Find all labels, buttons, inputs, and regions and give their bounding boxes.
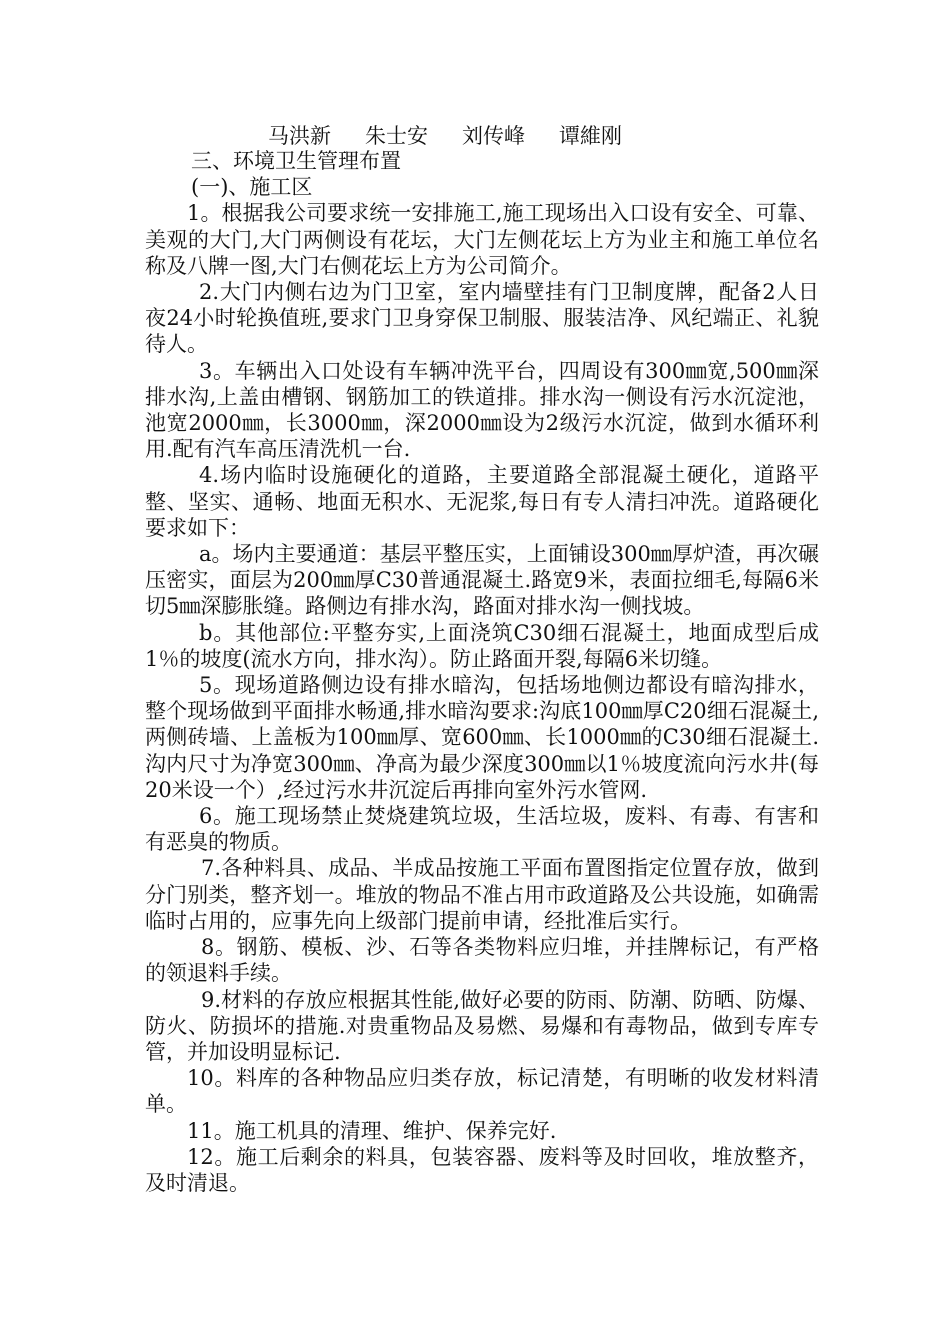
paragraph-11: 11。施工机具的清理、维护、保养完好. (187, 1118, 557, 1143)
paragraph-10: 10。料库的各种物品应归类存放，标记清楚，有明晰的收发材料清单。 (145, 1066, 819, 1117)
paragraph-1: 1。根据我公司要求统一安排施工,施工现场出入口设有安全、可靠、美观的大门,大门两侧设有花坛，大门左侧花坛上方为业主和施工单位名称及八牌一图,大门右侧花坛上方为公司简介。 (145, 201, 819, 278)
name-1: 马洪新 (268, 124, 331, 148)
subsection-title: (一)、施工区 (191, 175, 313, 200)
paragraph-8: 8。钢筋、模板、沙、石等各类物料应归堆，并挂牌标记，有严格的领退料手续。 (145, 935, 819, 986)
name-4: 谭維刚 (559, 124, 622, 148)
document-body (145, 148, 819, 1196)
paragraph-3: 3。车辆出入口处设有车辆冲洗平台，四周设有300㎜宽,500㎜深排水沟,上盖由槽钢、钢筋加工的铁道排。排水沟一侧设有污水沉淀池，池宽2000㎜，长3000㎜，深2000㎜设为2级污水沉淀，做到水循环利用.配有汽车高压清洗机一台. (145, 358, 819, 462)
paragraph-6: 6。施工现场禁止焚烧建筑垃圾，生活垃圾，废料、有毒、有害和有恶臭的物质。 (145, 804, 819, 855)
paragraph-4b: b。其他部位:平整夯实,上面浇筑C30细石混凝土，地面成型后成1％的坡度(流水方向，排水沟）。防止路面开裂,每隔6米切缝。 (145, 620, 819, 671)
paragraph-4: 4.场内临时设施硬化的道路，主要道路全部混凝土硬化，道路平整、坚实、通畅、地面无积水、无泥浆,每日有专人清扫冲洗。道路硬化要求如下： (145, 463, 819, 540)
paragraph-9: 9.材料的存放应根据其性能,做好必要的防雨、防潮、防晒、防爆、防火、防损坏的措施.对贵重物品及易燃、易爆和有毒物品，做到专库专管，并加设明显标记. (145, 987, 819, 1064)
paragraph-4a: a。场内主要通道：基层平整压实，上面铺设300㎜厚炉渣，再次碾压密实，面层为200㎜厚C30普通混凝土.路宽9米，表面拉细毛,每隔6米切5㎜深膨胀缝。路侧边有排水沟，路面对排水沟一侧找坡。 (145, 542, 819, 619)
section-title: 三、环境卫生管理布置 (191, 149, 401, 173)
names-line (268, 122, 622, 150)
paragraph-7: 7.各种料具、成品、半成品按施工平面布置图指定位置存放，做到分门别类，整齐划一。堆放的物品不准占用市政道路及公共设施，如确需临时占用的，应事先向上级部门提前申请，经批准后实行。 (145, 856, 819, 933)
name-2: 朱士安 (365, 124, 428, 148)
paragraph-12: 12。施工后剩余的料具，包装容器、废料等及时回收，堆放整齐，及时清退。 (145, 1144, 819, 1195)
name-3: 刘传峰 (462, 124, 525, 148)
paragraph-5: 5。现场道路侧边设有排水暗沟，包括场地侧边都设有暗沟排水，整个现场做到平面排水畅通,排水暗沟要求:沟底100㎜厚C20细石混凝土,两侧砖墙、上盖板为100㎜厚、宽600㎜、长1000㎜的C30细石混凝土.沟内尺寸为净宽300㎜、净高为最少深度300㎜以1％坡度流向污水井(每20米设一个）,经过污水井沉淀后再排向室外污水管网. (145, 673, 819, 802)
paragraph-2: 2.大门内侧右边为门卫室，室内墙壁挂有门卫制度牌，配备2人日夜24小时轮换值班,要求门卫身穿保卫制服、服装洁净、风纪端正、礼貌待人。 (145, 280, 819, 357)
